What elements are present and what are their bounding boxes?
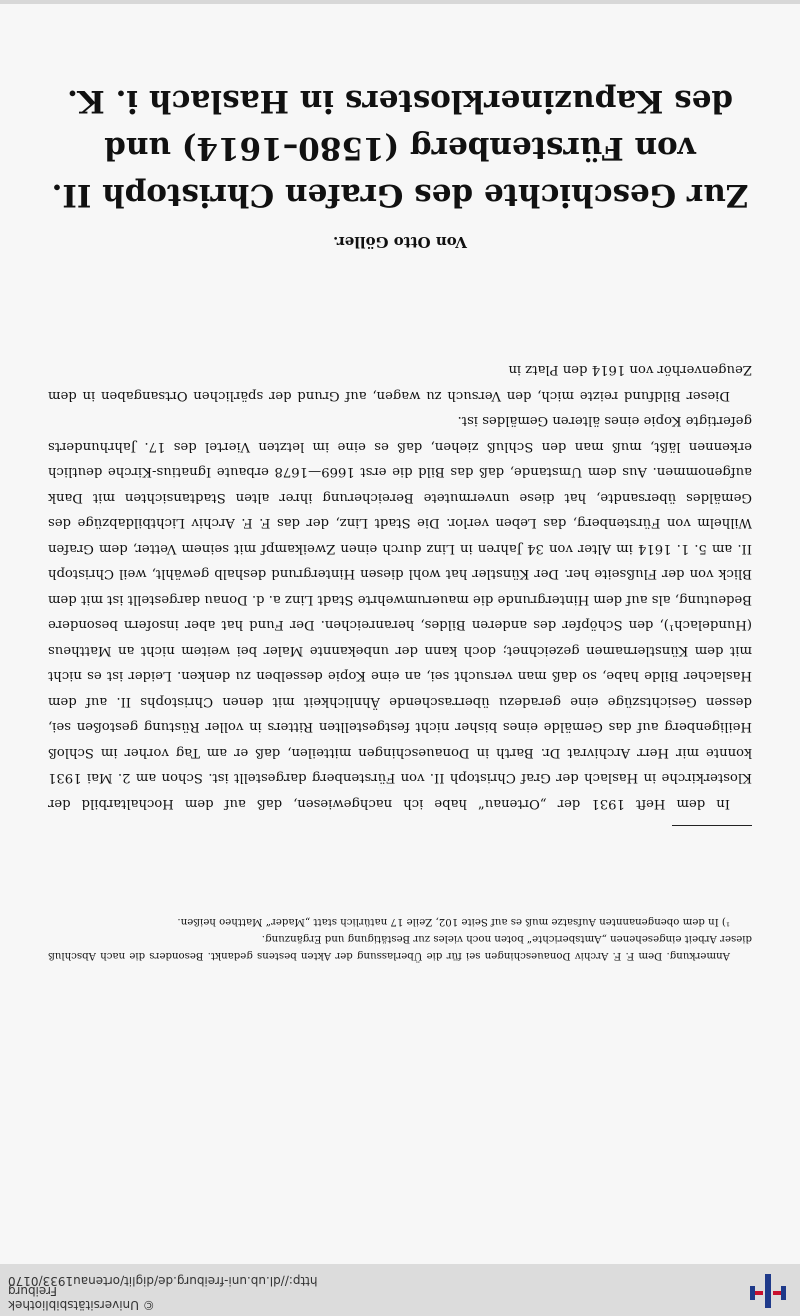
page-url-link[interactable]: http://dl.ub.uni-freiburg.de/diglit/ortenau1933/0170	[8, 1274, 318, 1288]
footnote-remark: Anmerkung. Dem F. F. Archiv Donaueschingen sei für die Überlassung der Akten bestens gedankt. Besonders die nach Abschluß dieser Arbeit eingesehenen „Amtsberichte“ boten noch vieles zur Bestätigung und Ergänzung.	[48, 933, 752, 961]
viewer-header	[0, 1263, 800, 1316]
article-body	[48, 357, 752, 816]
title-line: von Fürstenberg (1580–1614) und	[104, 130, 696, 166]
title-line: des Kapuzinerklosters in Haslach i. K.	[67, 83, 733, 119]
footnotes	[48, 913, 752, 964]
bottom-edge-bar	[0, 0, 800, 4]
title-line: Zur Geschichte des Grafen Christoph II.	[51, 177, 749, 213]
university-logo-icon	[746, 1270, 790, 1312]
article-title	[48, 77, 752, 218]
paragraph: In dem Heft 1931 der „Ortenau“ habe ich nachgewiesen, daß auf dem Hochaltarbild der Klosterkirche in Haslach der Graf Christoph II. von Fürstenberg dargestellt ist. Schon am 2. Mai 1931 konnte mir Herr Archivrat Dr. Barth in Donaueschingen mitteilen, daß er am Tag vorher im Schloß Heiligenberg auf das Gemälde eines bisher nicht festgestellten Ritters in voller Rüstung gestoßen sei, dessen Gesichtszüge eine geradezu überraschende Ähnlichkeit mit denen Christophs II. auf dem Haslacher Bilde habe, so daß man versucht sei, an eine Kopie desselben zu denken. Leider ist es nicht mit dem Künstlernamen gezeichnet; doch kann der unbekannte Maler bei weitem nicht an Mattheus (Hundelach¹), den Schöpfer des anderen Bildes, heranreichen. Der Fund hat aber insofern besondere Bedeutung, als auf dem Hintergrunde die mauerumwehrte Stadt Linz a. d. Donau dargestellt ist mit dem Blick von der Flußseite her. Der Künstler hat wohl diesen Hintergrund deshalb gewählt, weil Christoph II. am 5. 1. 1614 im Alter von 34 Jahren in Linz durch einen Zweikampf mit seinem Vetter, dem Grafen Wilhelm von Fürstenberg, das Leben verlor. Die Stadt Linz, der das F. F. Archiv Lichtbildabzüge des Gemäldes übersandte, hat diese unvermutete Bereicherung ihrer alten Stadtansichten mit Dank aufgenommen. Aus dem Umstande, daß das Bild die erst 1669—1678 erbaute Ignatius-Kirche deutlich erkennen läßt, muß man den Schluß ziehen, daß es eine im letzten Viertel des 17. Jahrhunderts gefertigte Kopie eines älteren Gemäldes ist.	[48, 413, 752, 811]
scanned-page	[0, 4, 800, 1264]
paragraph: Dieser Bildfund reizte mich, den Versuch zu wagen, auf Grund der spärlichen Ortsangaben in dem Zeugenverhör von 1614 den Platz in	[48, 362, 752, 403]
footnote-1: ¹) In dem obengenannten Aufsatze muß es auf Seite 102, Zeile 17 natürlich statt „Mader“ Mattheo heißen.	[177, 916, 730, 927]
article-author: Von Otto Göller.	[332, 233, 468, 251]
copyright-notice: © Universitätsbibliothek Freiburg	[8, 1284, 155, 1312]
footnote-divider	[672, 825, 752, 826]
